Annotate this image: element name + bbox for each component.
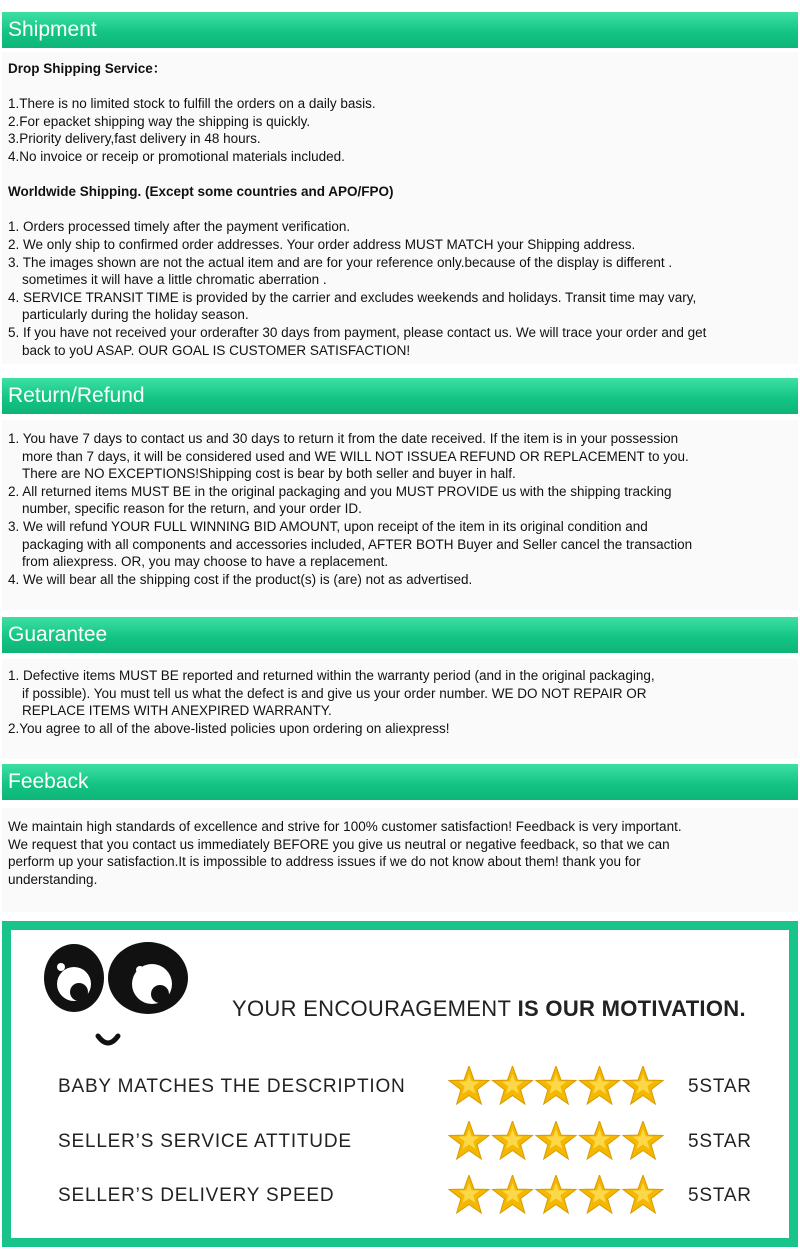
rating-value-description: 5STAR xyxy=(688,1076,752,1097)
encouragement-motto xyxy=(232,996,746,1022)
motto-part-1: YOUR ENCOURAGEMENT xyxy=(232,996,512,1021)
shipment-title: Shipment xyxy=(8,18,97,41)
guarantee-section xyxy=(2,659,798,759)
drop-shipping-heading: Drop Shipping Service： xyxy=(8,61,167,76)
rating-value-service: 5STAR xyxy=(688,1131,752,1152)
drop-item: 4.No invoice or receip or promotional materials included. xyxy=(8,148,345,164)
worldwide-item: 5. If you have not received your orderafter 30 days from payment, please contact us. We will trace your order and get xyxy=(8,324,707,340)
star-rating-description xyxy=(448,1066,668,1108)
refund-item: number, specific reason for the return, and your order ID. xyxy=(22,501,362,517)
guarantee-item: if possible). You must tell us what the defect is and give us your order number. WE DO NOT REPAIR OR xyxy=(22,685,647,701)
worldwide-item: 3. The images shown are not the actual item and are for your reference only.because of the display is different . xyxy=(8,254,673,270)
rating-value-delivery: 5STAR xyxy=(688,1185,752,1206)
shipment-section xyxy=(2,52,798,364)
feedback-header xyxy=(2,764,798,800)
feedback-line: We maintain high standards of excellence and strive for 100% customer satisfaction! Feedback is very important. xyxy=(8,819,682,834)
star-rating-delivery xyxy=(448,1175,668,1217)
worldwide-heading: Worldwide Shipping. (Except some countries and APO/FPO) xyxy=(8,184,394,200)
worldwide-item: sometimes it will have a little chromatic aberration . xyxy=(22,272,327,288)
feedback-line: perform up your satisfaction.It is impossible to address issues if we do not know about them! thank you for xyxy=(8,854,641,870)
refund-item: packaging with all components and accessories included, AFTER BOTH Buyer and Seller cancel the transaction xyxy=(22,536,693,552)
rating-label-description: BABY MATCHES THE DESCRIPTION xyxy=(58,1076,406,1097)
refund-item: 1. You have 7 days to contact us and 30 days to return it from the date received. If the item is in your possession xyxy=(8,431,679,446)
refund-item: 2. All returned items MUST BE in the original packaging and you MUST PROVIDE us with the shipping tracking xyxy=(8,483,672,499)
guarantee-item: 2.You agree to all of the above-listed policies upon ordering on aliexpress! xyxy=(8,720,450,736)
rating-label-service: SELLER’S SERVICE ATTITUDE xyxy=(58,1131,352,1152)
refund-item: from aliexpress. OR, you may choose to have a replacement. xyxy=(22,554,389,570)
cute-eyes-icon xyxy=(36,940,196,1055)
guarantee-item: 1. Defective items MUST BE reported and returned within the warranty period (and in the original packaging, xyxy=(8,668,655,683)
refund-item: 3. We will refund YOUR FULL WINNING BID AMOUNT, upon receipt of the item in its original condition and xyxy=(8,518,648,534)
worldwide-item: 1. Orders processed timely after the payment verification. xyxy=(8,219,351,235)
guarantee-title: Guarantee xyxy=(8,623,108,646)
drop-item: 3.Priority delivery,fast delivery in 48 hours. xyxy=(8,131,261,147)
refund-title: Return/Refund xyxy=(8,384,145,407)
worldwide-item: back to yoU ASAP. OUR GOAL IS CUSTOMER SATISFACTION! xyxy=(22,342,411,358)
refund-header xyxy=(2,378,798,414)
guarantee-item: REPLACE ITEMS WITH ANEXPIRED WARRANTY. xyxy=(22,703,332,719)
worldwide-item: 2. We only ship to confirmed order addresses. Your order address MUST MATCH your Shipping address. xyxy=(8,236,636,252)
feedback-section xyxy=(2,808,798,912)
star-rating-service xyxy=(448,1121,668,1163)
worldwide-item: particularly during the holiday season. xyxy=(22,307,249,323)
refund-item: more than 7 days, it will be considered used and WE WILL NOT ISSUEA REFUND OR REPLACEMENT to you. xyxy=(22,448,689,464)
guarantee-header xyxy=(2,617,798,653)
refund-item: There are NO EXCEPTIONS!Shipping cost is bear by both seller and buyer in half. xyxy=(22,466,516,482)
drop-item: 1.There is no limited stock to fulfill the orders on a daily basis. xyxy=(8,96,376,112)
motto-part-2: IS OUR MOTIVATION. xyxy=(511,996,746,1021)
feedback-line: understanding. xyxy=(8,871,98,887)
shipment-header xyxy=(2,12,798,48)
feedback-line: We request that you contact us immediately BEFORE you give us neutral or negative feedback, so that we can xyxy=(8,836,670,852)
rating-label-delivery: SELLER’S DELIVERY SPEED xyxy=(58,1185,335,1206)
refund-item: 4. We will bear all the shipping cost if the product(s) is (are) not as advertised. xyxy=(8,571,473,587)
feedback-title: Feeback xyxy=(8,770,89,793)
refund-section xyxy=(2,420,798,610)
drop-item: 2.For epacket shipping way the shipping is quickly. xyxy=(8,113,311,129)
worldwide-item: 4. SERVICE TRANSIT TIME is provided by the carrier and excludes weekends and holidays. Transit time may vary, xyxy=(8,289,697,305)
